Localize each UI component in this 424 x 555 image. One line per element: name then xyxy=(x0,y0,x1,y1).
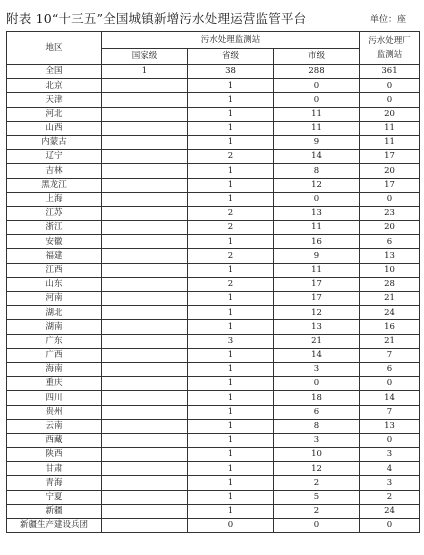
cell-national xyxy=(102,263,188,277)
cell-city: 5 xyxy=(274,490,360,504)
cell-provincial: 0 xyxy=(188,519,274,533)
cell-provincial: 1 xyxy=(188,362,274,376)
cell-national xyxy=(102,178,188,192)
cell-city: 13 xyxy=(274,320,360,334)
cell-plant: 10 xyxy=(360,263,420,277)
cell-plant: 17 xyxy=(360,178,420,192)
cell-national xyxy=(102,405,188,419)
cell-provincial: 1 xyxy=(188,377,274,391)
cell-plant: 361 xyxy=(360,65,420,79)
cell-city: 3 xyxy=(274,433,360,447)
cell-plant: 20 xyxy=(360,221,420,235)
cell-plant: 28 xyxy=(360,277,420,291)
table-row xyxy=(7,448,420,462)
cell-city: 12 xyxy=(274,462,360,476)
cell-provincial: 2 xyxy=(188,277,274,291)
cell-city: 16 xyxy=(274,235,360,249)
cell-provincial: 1 xyxy=(188,348,274,362)
header-national: 国家级 xyxy=(102,49,188,65)
cell-city: 0 xyxy=(274,192,360,206)
cell-national xyxy=(102,362,188,376)
cell-national xyxy=(102,448,188,462)
table-row xyxy=(7,362,420,376)
cell-provincial: 1 xyxy=(188,490,274,504)
cell-area: 福建 xyxy=(7,249,102,263)
cell-provincial: 1 xyxy=(188,263,274,277)
table-row xyxy=(7,476,420,490)
table-row xyxy=(7,462,420,476)
cell-national xyxy=(102,206,188,220)
cell-national xyxy=(102,348,188,362)
table-row xyxy=(7,292,420,306)
cell-national xyxy=(102,490,188,504)
cell-plant: 6 xyxy=(360,362,420,376)
table-row xyxy=(7,135,420,149)
cell-area: 吉林 xyxy=(7,164,102,178)
table-row xyxy=(7,249,420,263)
cell-plant: 21 xyxy=(360,334,420,348)
cell-plant: 3 xyxy=(360,476,420,490)
cell-national xyxy=(102,150,188,164)
cell-national xyxy=(102,277,188,291)
cell-national xyxy=(102,433,188,447)
header-monitor-group: 污水处理监测站 xyxy=(102,32,360,49)
header-row-1 xyxy=(7,32,420,49)
cell-provincial: 1 xyxy=(188,419,274,433)
cell-plant: 24 xyxy=(360,504,420,518)
cell-area: 宁夏 xyxy=(7,490,102,504)
table-row xyxy=(7,150,420,164)
cell-provincial: 2 xyxy=(188,221,274,235)
cell-plant: 16 xyxy=(360,320,420,334)
cell-city: 18 xyxy=(274,391,360,405)
cell-city: 11 xyxy=(274,221,360,235)
cell-area: 云南 xyxy=(7,419,102,433)
cell-provincial: 1 xyxy=(188,391,274,405)
cell-provincial: 2 xyxy=(188,249,274,263)
cell-area: 山西 xyxy=(7,121,102,135)
cell-national xyxy=(102,391,188,405)
cell-area: 安徽 xyxy=(7,235,102,249)
cell-national xyxy=(102,504,188,518)
cell-city: 12 xyxy=(274,306,360,320)
table-row xyxy=(7,65,420,79)
cell-plant: 20 xyxy=(360,107,420,121)
cell-plant: 0 xyxy=(360,93,420,107)
cell-area: 北京 xyxy=(7,79,102,93)
cell-city: 8 xyxy=(274,419,360,433)
cell-provincial: 1 xyxy=(188,79,274,93)
cell-provincial: 1 xyxy=(188,306,274,320)
cell-provincial: 1 xyxy=(188,504,274,518)
cell-provincial: 1 xyxy=(188,433,274,447)
cell-city: 9 xyxy=(274,135,360,149)
header-plant-line2: 监测站 xyxy=(376,50,403,60)
cell-national xyxy=(102,249,188,263)
cell-area: 辽宁 xyxy=(7,150,102,164)
header-plant-line1: 污水处理厂 xyxy=(368,35,411,46)
table-row xyxy=(7,221,420,235)
cell-area: 江西 xyxy=(7,263,102,277)
cell-national xyxy=(102,164,188,178)
cell-national xyxy=(102,107,188,121)
cell-area: 陕西 xyxy=(7,448,102,462)
table-row xyxy=(7,263,420,277)
table-row xyxy=(7,178,420,192)
cell-area: 甘肃 xyxy=(7,462,102,476)
table-row xyxy=(7,306,420,320)
cell-national xyxy=(102,476,188,490)
table-row xyxy=(7,377,420,391)
cell-area: 湖南 xyxy=(7,320,102,334)
cell-area: 广东 xyxy=(7,334,102,348)
cell-provincial: 1 xyxy=(188,462,274,476)
cell-plant: 21 xyxy=(360,292,420,306)
cell-city: 3 xyxy=(274,362,360,376)
cell-area: 河北 xyxy=(7,107,102,121)
table-row xyxy=(7,121,420,135)
cell-plant: 24 xyxy=(360,306,420,320)
cell-area: 青海 xyxy=(7,476,102,490)
table-row xyxy=(7,107,420,121)
cell-city: 0 xyxy=(274,93,360,107)
cell-city: 11 xyxy=(274,107,360,121)
cell-provincial: 1 xyxy=(188,135,274,149)
table-row xyxy=(7,348,420,362)
cell-plant: 7 xyxy=(360,405,420,419)
cell-plant: 0 xyxy=(360,433,420,447)
table-row xyxy=(7,320,420,334)
cell-plant: 2 xyxy=(360,490,420,504)
cell-plant: 13 xyxy=(360,419,420,433)
cell-plant: 0 xyxy=(360,519,420,533)
cell-area: 海南 xyxy=(7,362,102,376)
cell-area: 上海 xyxy=(7,192,102,206)
cell-national xyxy=(102,320,188,334)
table-row xyxy=(7,504,420,518)
cell-provincial: 1 xyxy=(188,448,274,462)
cell-city: 17 xyxy=(274,292,360,306)
cell-plant: 0 xyxy=(360,79,420,93)
cell-area: 西藏 xyxy=(7,433,102,447)
cell-plant: 4 xyxy=(360,462,420,476)
cell-plant: 20 xyxy=(360,164,420,178)
cell-city: 17 xyxy=(274,277,360,291)
cell-provincial: 3 xyxy=(188,334,274,348)
cell-plant: 11 xyxy=(360,121,420,135)
cell-provincial: 1 xyxy=(188,192,274,206)
cell-national xyxy=(102,221,188,235)
table-body xyxy=(7,65,420,533)
cell-plant: 13 xyxy=(360,249,420,263)
cell-area: 全国 xyxy=(7,65,102,79)
cell-city: 11 xyxy=(274,121,360,135)
cell-national xyxy=(102,135,188,149)
cell-national: 1 xyxy=(102,65,188,79)
cell-national xyxy=(102,121,188,135)
cell-national xyxy=(102,292,188,306)
cell-area: 四川 xyxy=(7,391,102,405)
cell-provincial: 2 xyxy=(188,206,274,220)
cell-national xyxy=(102,334,188,348)
cell-city: 2 xyxy=(274,504,360,518)
cell-area: 新疆 xyxy=(7,504,102,518)
cell-provincial: 38 xyxy=(188,65,274,79)
cell-provincial: 1 xyxy=(188,121,274,135)
table-row xyxy=(7,235,420,249)
header-plant-monitor xyxy=(360,32,420,65)
table-row xyxy=(7,391,420,405)
cell-national xyxy=(102,93,188,107)
cell-area: 浙江 xyxy=(7,221,102,235)
cell-area: 江苏 xyxy=(7,206,102,220)
table-row xyxy=(7,192,420,206)
cell-city: 288 xyxy=(274,65,360,79)
cell-national xyxy=(102,519,188,533)
table-row xyxy=(7,419,420,433)
cell-provincial: 2 xyxy=(188,150,274,164)
cell-city: 2 xyxy=(274,476,360,490)
cell-plant: 11 xyxy=(360,135,420,149)
cell-city: 14 xyxy=(274,348,360,362)
cell-plant: 6 xyxy=(360,235,420,249)
table-row xyxy=(7,433,420,447)
cell-area: 黑龙江 xyxy=(7,178,102,192)
cell-provincial: 1 xyxy=(188,320,274,334)
cell-provincial: 1 xyxy=(188,476,274,490)
cell-national xyxy=(102,306,188,320)
cell-city: 13 xyxy=(274,206,360,220)
cell-city: 9 xyxy=(274,249,360,263)
cell-national xyxy=(102,377,188,391)
table-row xyxy=(7,93,420,107)
cell-city: 21 xyxy=(274,334,360,348)
cell-provincial: 1 xyxy=(188,178,274,192)
data-table xyxy=(6,31,420,533)
cell-provincial: 1 xyxy=(188,235,274,249)
cell-plant: 14 xyxy=(360,391,420,405)
header-provincial: 省级 xyxy=(188,49,274,65)
cell-area: 河南 xyxy=(7,292,102,306)
table-row xyxy=(7,405,420,419)
table-row xyxy=(7,519,420,533)
cell-city: 0 xyxy=(274,519,360,533)
cell-area: 内蒙古 xyxy=(7,135,102,149)
cell-plant: 7 xyxy=(360,348,420,362)
table-row xyxy=(7,334,420,348)
cell-area: 天津 xyxy=(7,93,102,107)
cell-city: 14 xyxy=(274,150,360,164)
cell-provincial: 1 xyxy=(188,405,274,419)
cell-plant: 0 xyxy=(360,377,420,391)
cell-city: 10 xyxy=(274,448,360,462)
cell-city: 8 xyxy=(274,164,360,178)
table-row xyxy=(7,206,420,220)
cell-area: 山东 xyxy=(7,277,102,291)
header-area: 地区 xyxy=(7,32,102,65)
cell-national xyxy=(102,192,188,206)
cell-national xyxy=(102,419,188,433)
cell-area: 贵州 xyxy=(7,405,102,419)
cell-plant: 17 xyxy=(360,150,420,164)
cell-area: 新疆生产建设兵团 xyxy=(7,519,102,533)
cell-plant: 3 xyxy=(360,448,420,462)
cell-city: 12 xyxy=(274,178,360,192)
table-row xyxy=(7,164,420,178)
cell-area: 重庆 xyxy=(7,377,102,391)
table-row xyxy=(7,79,420,93)
header-city: 市级 xyxy=(274,49,360,65)
cell-area: 广西 xyxy=(7,348,102,362)
unit-label: 单位：座 xyxy=(369,15,406,25)
cell-city: 6 xyxy=(274,405,360,419)
cell-national xyxy=(102,462,188,476)
cell-plant: 23 xyxy=(360,206,420,220)
cell-provincial: 1 xyxy=(188,107,274,121)
cell-area: 湖北 xyxy=(7,306,102,320)
cell-city: 0 xyxy=(274,377,360,391)
cell-plant: 0 xyxy=(360,192,420,206)
cell-city: 0 xyxy=(274,79,360,93)
cell-national xyxy=(102,235,188,249)
table-title: 附表 10“十三五”全国城镇新增污水处理运营监管平台 xyxy=(6,11,307,26)
cell-city: 11 xyxy=(274,263,360,277)
table-row xyxy=(7,277,420,291)
cell-provincial: 1 xyxy=(188,93,274,107)
cell-provincial: 1 xyxy=(188,164,274,178)
table-row xyxy=(7,490,420,504)
cell-provincial: 1 xyxy=(188,292,274,306)
cell-national xyxy=(102,79,188,93)
